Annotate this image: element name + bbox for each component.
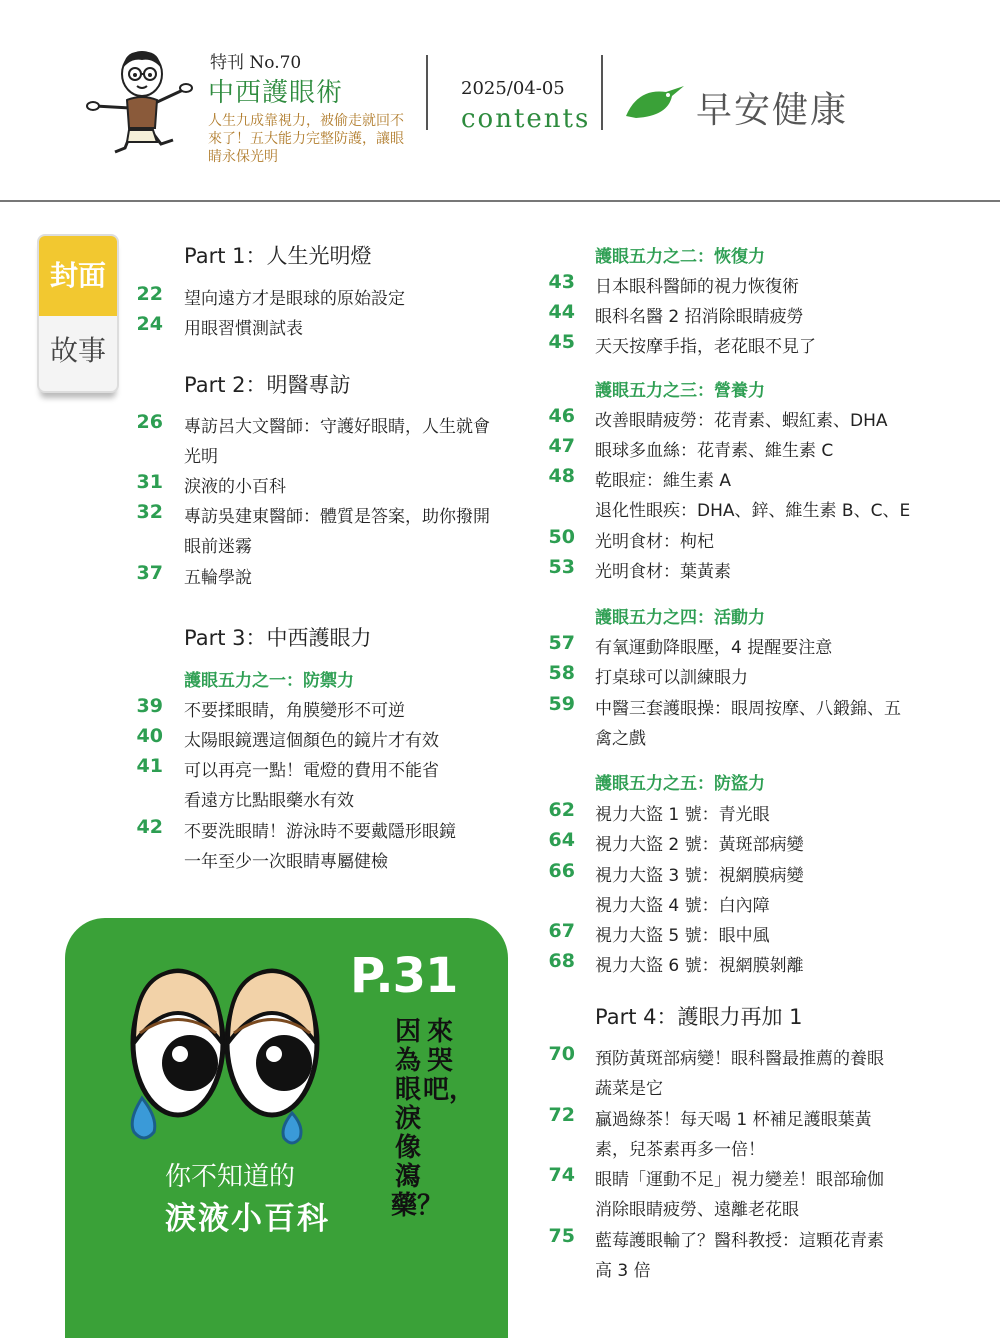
cover-tab-label: 封面 [39, 236, 117, 316]
section-heading: 護眼五力之四：活動力 [595, 608, 765, 628]
header-rule [0, 200, 1000, 202]
page-number[interactable]: 44 [548, 301, 575, 323]
page-number[interactable]: 32 [136, 501, 163, 523]
toc-entry-continued[interactable]: 高 3 倍 [595, 1261, 651, 1281]
toc-entry[interactable]: 日本眼科醫師的視力恢復術 [595, 277, 799, 297]
page-number[interactable]: 41 [136, 755, 163, 777]
page-number[interactable]: 58 [548, 662, 575, 684]
part-heading: Part 4：護眼力再加 1 [595, 1005, 803, 1029]
toc-entry[interactable]: 太陽眼鏡選這個顏色的鏡片才有效 [184, 731, 439, 751]
toc-entry[interactable]: 光明食材：葉黃素 [595, 562, 731, 582]
bird-logo-icon [622, 82, 686, 122]
page-number[interactable]: 66 [548, 860, 575, 882]
page-number[interactable]: 48 [548, 465, 575, 487]
toc-entry[interactable]: 視力大盜 1 號：青光眼 [595, 805, 770, 825]
toc-entry[interactable]: 眼球多血絲：花青素、維生素 C [595, 441, 834, 461]
page-number[interactable]: 75 [548, 1225, 575, 1247]
crying-eyes-illustration [120, 948, 330, 1178]
toc-entry[interactable]: 視力大盜 6 號：視網膜剝離 [595, 956, 804, 976]
toc-entry[interactable]: 專訪呂大文醫師：守護好眼睛，人生就會 [184, 417, 490, 437]
toc-entry[interactable]: 視力大盜 5 號：眼中風 [595, 926, 770, 946]
page-number[interactable]: 45 [548, 331, 575, 353]
toc-entry[interactable]: 贏過綠茶！每天喝 1 杯補足護眼葉黃 [595, 1110, 872, 1130]
page-number[interactable]: 53 [548, 556, 575, 578]
divider [601, 55, 603, 130]
toc-entry-continued[interactable]: 素，兒茶素再多一倍！ [595, 1140, 765, 1160]
toc-entry-continued[interactable]: 蔬菜是它 [595, 1079, 663, 1099]
page-number[interactable]: 39 [136, 695, 163, 717]
page-number[interactable]: 26 [136, 411, 163, 433]
page-number[interactable]: 47 [548, 435, 575, 457]
toc-entry[interactable]: 不要洗眼睛！游泳時不要戴隱形眼鏡 [184, 822, 456, 842]
page-number[interactable]: 42 [136, 816, 163, 838]
toc-entry-continued[interactable]: 消除眼睛疲勞、遠離老花眼 [595, 1200, 799, 1220]
section-heading: 護眼五力之五：防盜力 [595, 774, 765, 794]
page-number[interactable]: 64 [548, 829, 575, 851]
page-number[interactable]: 68 [548, 950, 575, 972]
page-number[interactable]: 62 [548, 799, 575, 821]
section-heading: 護眼五力之一：防禦力 [184, 671, 354, 691]
page-number[interactable]: 31 [136, 471, 163, 493]
page-number[interactable]: 57 [548, 632, 575, 654]
toc-entry[interactable]: 中醫三套護眼操：眼周按摩、八鍛錦、五 [595, 699, 901, 719]
page-number[interactable]: 24 [136, 313, 163, 335]
page-number[interactable]: 70 [548, 1043, 575, 1065]
toc-entry[interactable]: 望向遠方才是眼球的原始設定 [184, 289, 405, 309]
toc-entry[interactable]: 眼科名醫 2 招消除眼睛疲勞 [595, 307, 804, 327]
contents-label: contents [461, 104, 591, 134]
page-number[interactable]: 74 [548, 1164, 575, 1186]
issue-number: 特刊 No.70 [210, 53, 302, 73]
part-heading: Part 1：人生光明燈 [184, 244, 372, 268]
promo-headline-line1: 來哭吧， [423, 1017, 476, 1105]
page-number[interactable]: 43 [548, 271, 575, 293]
page-number[interactable]: 22 [136, 283, 163, 305]
toc-entry[interactable]: 不要揉眼睛，角膜變形不可逆 [184, 701, 405, 721]
toc-entry[interactable]: 藍莓護眼輸了？醫科教授：這顆花青素 [595, 1231, 884, 1251]
toc-entry[interactable]: 光明食材：枸杞 [595, 532, 714, 552]
toc-entry[interactable]: 天天按摩手指，老花眼不見了 [595, 337, 816, 357]
toc-entry[interactable]: 眼睛「運動不足」視力變差！眼部瑜伽 [595, 1170, 884, 1190]
brand-name: 早安健康 [696, 90, 849, 131]
page-number[interactable]: 46 [548, 405, 575, 427]
toc-entry[interactable]: 可以再亮一點！電燈的費用不能省 [184, 761, 439, 781]
toc-entry[interactable]: 淚液的小百科 [184, 477, 286, 497]
toc-entry[interactable]: 視力大盜 3 號：視網膜病變 [595, 866, 804, 886]
toc-entry[interactable]: 看遠方比點眼藥水有效 [184, 791, 354, 811]
page-number[interactable]: 40 [136, 725, 163, 747]
part-heading: Part 2：明醫專訪 [184, 373, 351, 397]
cover-story-tab[interactable] [37, 234, 119, 393]
issue-date: 2025/04-05 [461, 78, 565, 99]
section-heading: 護眼五力之二：恢復力 [595, 247, 765, 267]
page-number[interactable]: 50 [548, 526, 575, 548]
toc-entry[interactable]: 用眼習慣測試表 [184, 319, 303, 339]
toc-entry-continued[interactable]: 光明 [184, 447, 218, 467]
toc-entry[interactable]: 專訪吳建東醫師：體質是答案，助你撥開 [184, 507, 490, 527]
page-reference: P.31 [350, 948, 458, 1004]
promo-headline-line2: 因為眼淚像瀉藥？ [391, 1017, 444, 1221]
promo-kicker: 你不知道的 [165, 1162, 296, 1192]
toc-entry[interactable]: 五輪學說 [184, 568, 252, 588]
toc-entry[interactable]: 改善眼睛疲勞：花青素、蝦紅素、DHA [595, 411, 888, 431]
header [0, 0, 1000, 200]
toc-entry-continued[interactable]: 禽之戲 [595, 729, 646, 749]
toc-entry[interactable]: 有氧運動降眼壓，4 提醒要注意 [595, 638, 833, 658]
toc-entry[interactable]: 退化性眼疾：DHA、鋅、維生素 B、C、E [595, 501, 911, 521]
page-number[interactable]: 59 [548, 693, 575, 715]
feature-promo-card[interactable] [65, 918, 508, 1338]
promo-title: 淚液小百科 [165, 1201, 330, 1237]
mascot-illustration [85, 48, 205, 163]
toc-entry[interactable]: 視力大盜 2 號：黃斑部病變 [595, 835, 804, 855]
page-number[interactable]: 67 [548, 920, 575, 942]
page-number[interactable]: 37 [136, 562, 163, 584]
section-heading: 護眼五力之三：營養力 [595, 381, 765, 401]
story-tab-label: 故事 [49, 334, 106, 367]
page-number[interactable]: 72 [548, 1104, 575, 1126]
divider [426, 55, 428, 130]
toc-entry[interactable]: 視力大盜 4 號：白內障 [595, 896, 770, 916]
toc-entry[interactable]: 一年至少一次眼睛專屬健檢 [184, 852, 388, 872]
toc-entry[interactable]: 打桌球可以訓練眼力 [595, 668, 748, 688]
toc-entry[interactable]: 預防黃斑部病變！眼科醫最推薦的養眼 [595, 1049, 884, 1069]
toc-entry-continued[interactable]: 眼前迷霧 [184, 537, 252, 557]
magazine-subtitle: 人生九成靠視力，被偷走就回不來了！五大能力完整防護，讓眼睛永保光明 [208, 113, 404, 165]
magazine-title: 中西護眼術 [208, 78, 344, 108]
toc-entry[interactable]: 乾眼症：維生素 A [595, 471, 732, 491]
part-heading: Part 3：中西護眼力 [184, 626, 372, 650]
